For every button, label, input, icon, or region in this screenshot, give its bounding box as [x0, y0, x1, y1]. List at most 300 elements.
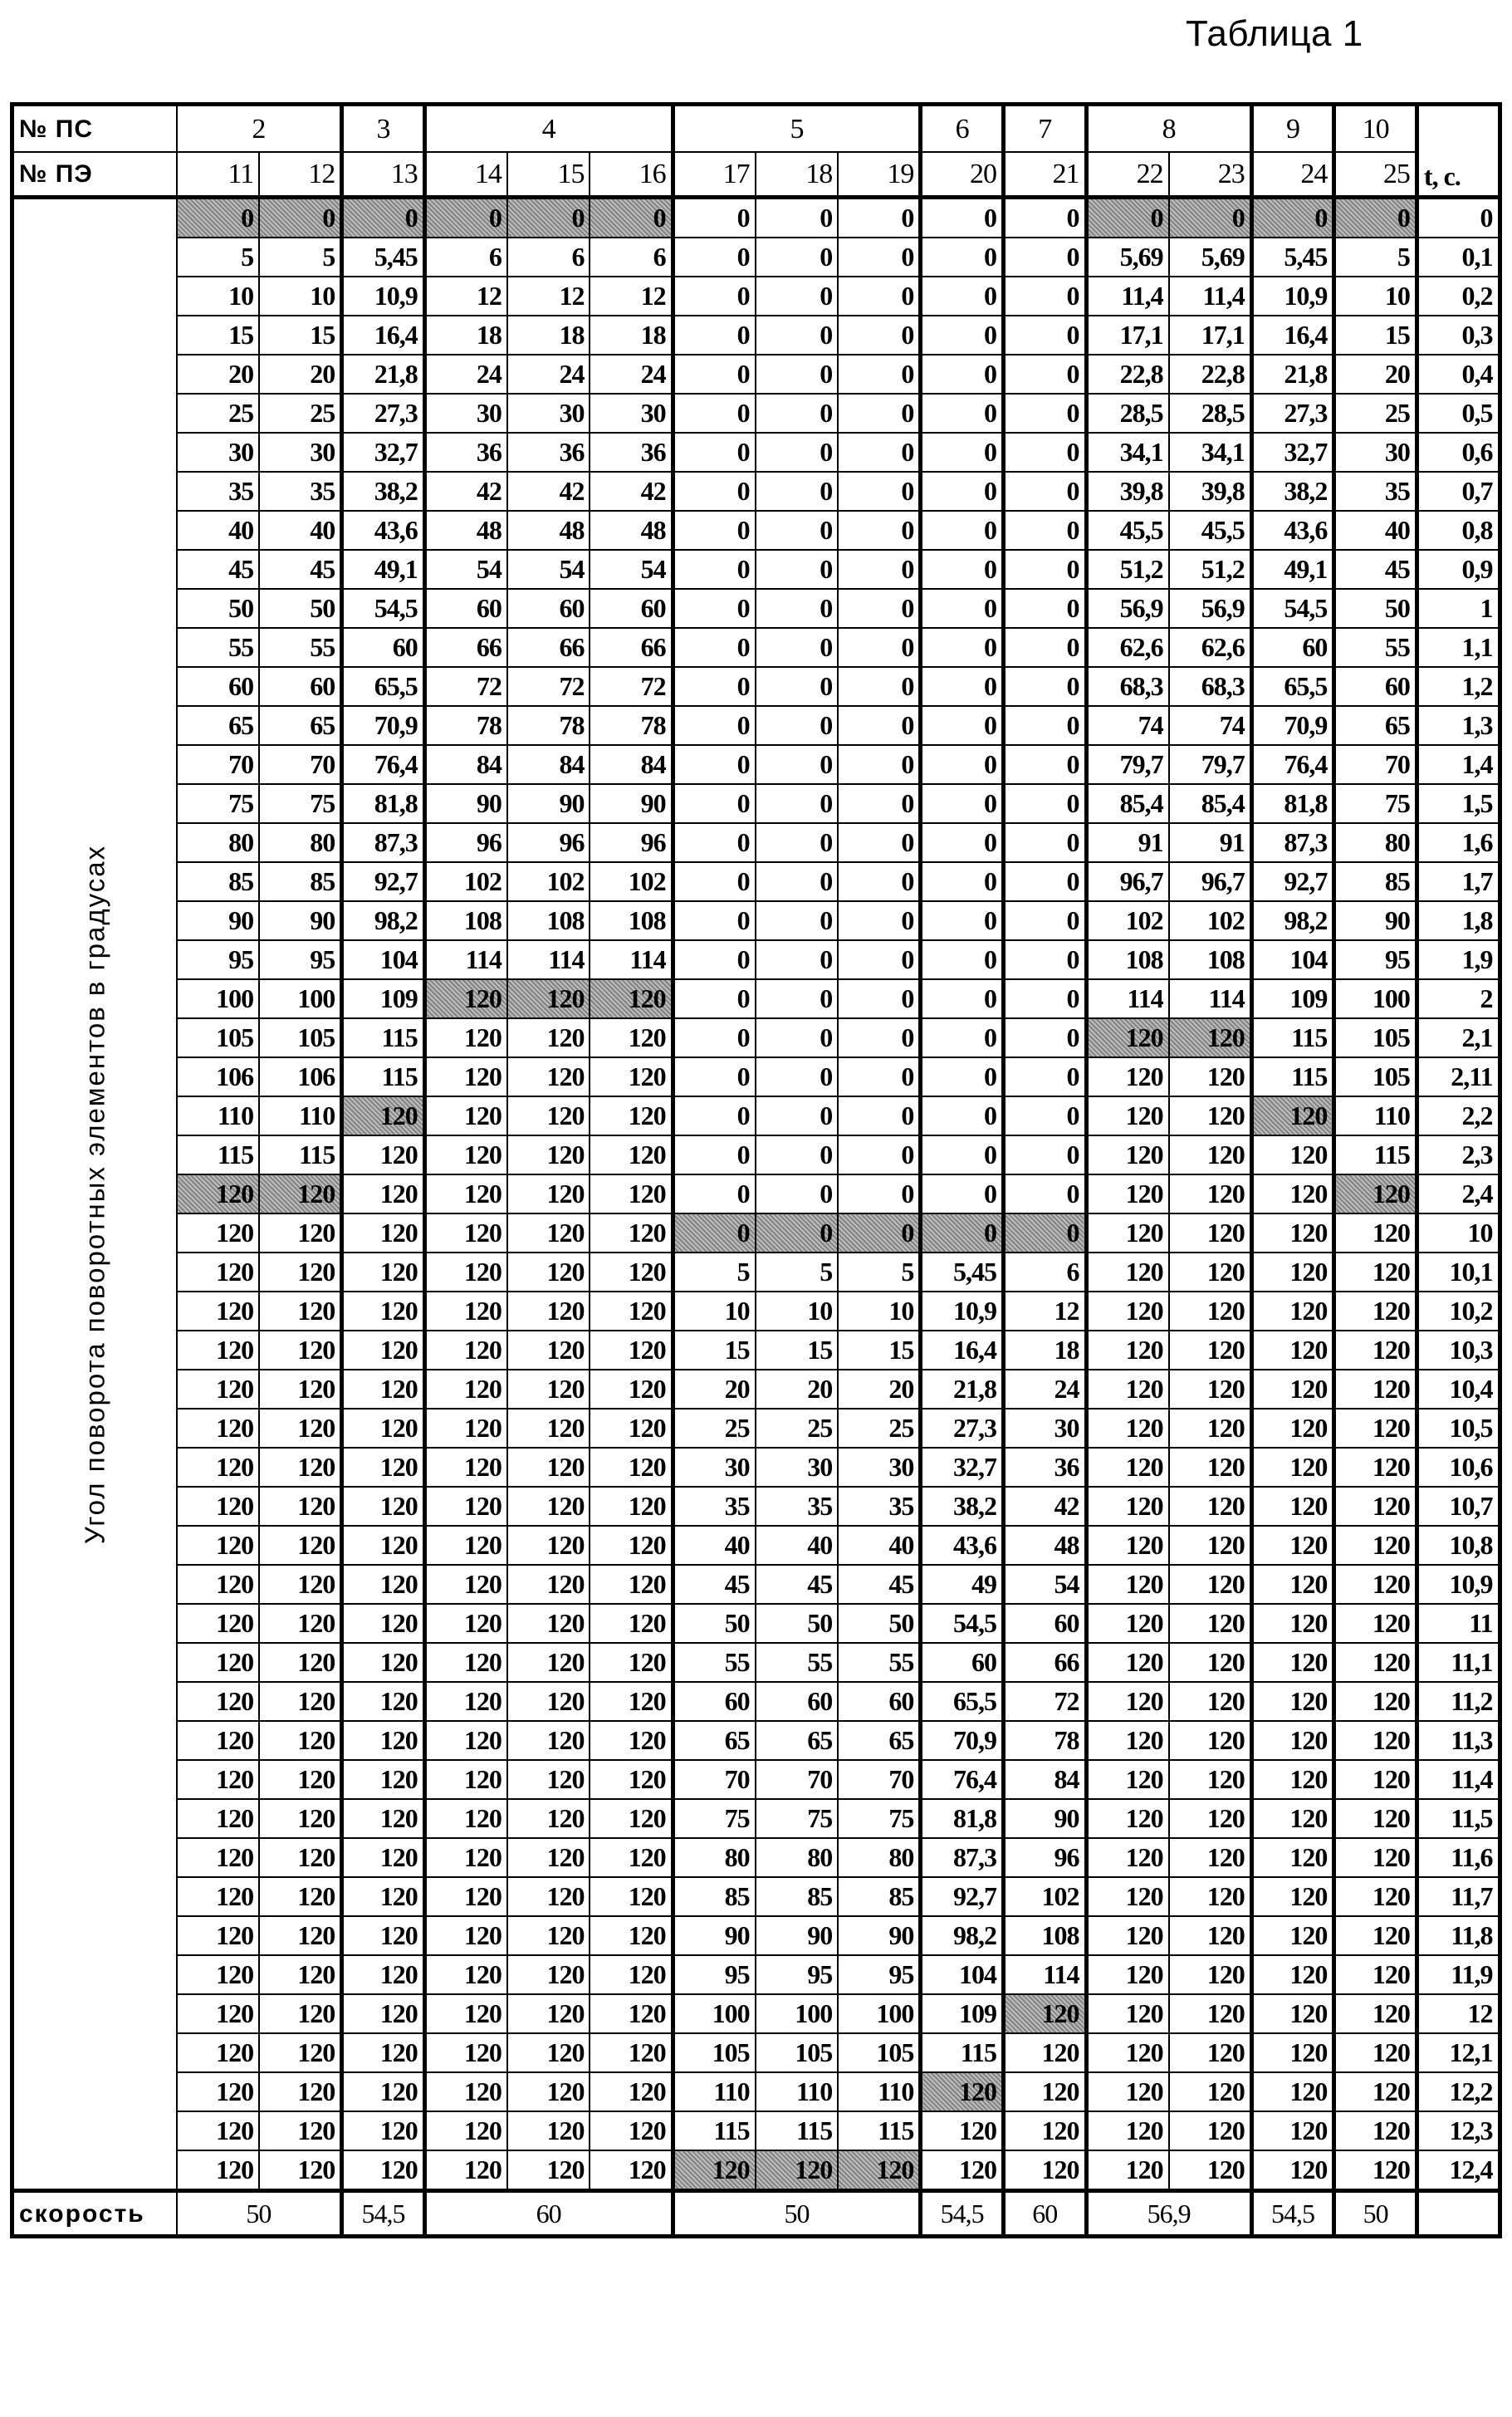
- angle-cell: 120: [1251, 2072, 1334, 2111]
- speed-value-cell: 54,5: [1251, 2191, 1334, 2237]
- angle-cell: 90: [177, 901, 260, 940]
- angle-cell: 120: [1086, 1994, 1169, 2033]
- angle-cell: 95: [177, 940, 260, 979]
- angle-cell: 120: [177, 1721, 260, 1760]
- angle-cell: 15: [838, 1331, 921, 1370]
- angle-cell: 0: [1003, 784, 1086, 823]
- angle-cell: 22,8: [1086, 355, 1169, 394]
- row-axis-label-cell: [12, 198, 177, 2191]
- angle-cell: 120: [342, 2111, 425, 2150]
- angle-cell: 45: [838, 1565, 921, 1604]
- table-title: Таблица 1: [1186, 12, 1363, 56]
- angle-cell: 0: [756, 745, 839, 784]
- angle-cell: 30: [1334, 433, 1417, 472]
- angle-cell: 120: [342, 1994, 425, 2033]
- table-row: [12, 1526, 1500, 1565]
- angle-cell: 20: [838, 1370, 921, 1409]
- time-cell: 0,6: [1417, 433, 1500, 472]
- angle-cell: 105: [259, 1018, 342, 1057]
- time-cell: 11,9: [1417, 1955, 1500, 1994]
- angle-cell: 120: [1169, 1253, 1252, 1292]
- angle-cell: 54,5: [921, 1604, 1004, 1643]
- angle-cell: 120: [507, 2111, 590, 2150]
- angle-cell: 120: [507, 1643, 590, 1682]
- angle-cell: 0: [673, 589, 756, 628]
- speed-empty-cell: [1417, 2191, 1500, 2237]
- time-cell: 1,3: [1417, 706, 1500, 745]
- angle-cell: 120: [177, 1526, 260, 1565]
- angle-cell: 120: [590, 1760, 673, 1799]
- angle-cell: 0: [1003, 667, 1086, 706]
- angle-cell: 0: [756, 628, 839, 667]
- table-row: [12, 355, 1500, 394]
- angle-cell: 18: [424, 316, 507, 355]
- angle-cell: 120: [1334, 1448, 1417, 1487]
- angle-cell: 120: [1334, 2033, 1417, 2072]
- angle-cell: 32,7: [921, 1448, 1004, 1487]
- angle-cell: 120: [424, 1877, 507, 1916]
- angle-cell: 120: [342, 1604, 425, 1643]
- angle-cell: 120: [1334, 1838, 1417, 1877]
- angle-cell: 105: [177, 1018, 260, 1057]
- angle-cell: 85,4: [1086, 784, 1169, 823]
- angle-cell: 120: [1003, 2111, 1086, 2150]
- angle-cell: 120: [1086, 1916, 1169, 1955]
- angle-cell: 0: [1003, 940, 1086, 979]
- angle-cell: 120: [1334, 1643, 1417, 1682]
- angle-cell: 45: [259, 550, 342, 589]
- angle-cell: 114: [507, 940, 590, 979]
- angle-cell: 60: [921, 1643, 1004, 1682]
- angle-cell: 120: [1169, 2033, 1252, 2072]
- angle-cell: 91: [1169, 823, 1252, 862]
- angle-cell: 0: [838, 1018, 921, 1057]
- angle-cell: 0: [838, 277, 921, 316]
- angle-cell: 120: [342, 1409, 425, 1448]
- angle-cell: 95: [838, 1955, 921, 1994]
- time-cell: 1,2: [1417, 667, 1500, 706]
- angle-table: [10, 102, 1502, 2238]
- angle-cell: 92,7: [1251, 862, 1334, 901]
- pe-number-cell: 20: [921, 152, 1004, 198]
- table-row: [12, 589, 1500, 628]
- angle-cell: 87,3: [921, 1838, 1004, 1877]
- angle-cell: 120: [507, 1838, 590, 1877]
- angle-cell: 120: [177, 1331, 260, 1370]
- pe-header-row: [12, 152, 1500, 198]
- angle-cell: 32,7: [1251, 433, 1334, 472]
- table-body: [12, 105, 1500, 2237]
- angle-cell: 15: [756, 1331, 839, 1370]
- angle-cell: 120: [1086, 1877, 1169, 1916]
- angle-cell: 0: [1003, 1018, 1086, 1057]
- angle-cell: 0: [838, 198, 921, 238]
- angle-cell: 120: [177, 1955, 260, 1994]
- angle-cell: 85: [177, 862, 260, 901]
- angle-cell: 114: [1086, 979, 1169, 1018]
- angle-cell: 84: [590, 745, 673, 784]
- table-row: [12, 667, 1500, 706]
- angle-cell: 120: [259, 1838, 342, 1877]
- angle-cell: 120: [1334, 1799, 1417, 1838]
- table-row: [12, 1604, 1500, 1643]
- angle-cell: 120: [177, 1448, 260, 1487]
- angle-cell: 120: [259, 1409, 342, 1448]
- angle-cell: 55: [756, 1643, 839, 1682]
- angle-cell: 0: [1003, 1057, 1086, 1096]
- angle-cell: 120: [507, 1994, 590, 2033]
- angle-cell: 0: [921, 394, 1004, 433]
- angle-cell: 120: [590, 1994, 673, 2033]
- angle-cell: 120: [921, 2150, 1004, 2191]
- pe-number-cell: 17: [673, 152, 756, 198]
- angle-cell: 120: [1169, 2072, 1252, 2111]
- angle-cell: 34,1: [1086, 433, 1169, 472]
- angle-cell: 12: [424, 277, 507, 316]
- angle-cell: 98,2: [1251, 901, 1334, 940]
- angle-cell: 110: [1334, 1096, 1417, 1135]
- angle-cell: 15: [177, 316, 260, 355]
- angle-cell: 120: [1086, 1331, 1169, 1370]
- angle-cell: 120: [1086, 1955, 1169, 1994]
- angle-cell: 65: [259, 706, 342, 745]
- angle-cell: 120: [424, 1955, 507, 1994]
- angle-cell: 120: [177, 2111, 260, 2150]
- angle-cell: 114: [1003, 1955, 1086, 1994]
- angle-cell: 120: [590, 1331, 673, 1370]
- table-row: [12, 1565, 1500, 1604]
- angle-cell: 120: [590, 1448, 673, 1487]
- angle-cell: 0: [1003, 472, 1086, 511]
- angle-cell: 5,45: [921, 1253, 1004, 1292]
- table-row: [12, 2111, 1500, 2150]
- angle-cell: 120: [507, 1135, 590, 1174]
- angle-cell: 120: [507, 1057, 590, 1096]
- angle-cell: 75: [756, 1799, 839, 1838]
- angle-cell: 120: [424, 1565, 507, 1604]
- pe-number-cell: 18: [756, 152, 839, 198]
- angle-cell: 120: [1169, 1760, 1252, 1799]
- angle-cell: 120: [259, 1955, 342, 1994]
- angle-cell: 120: [1086, 2033, 1169, 2072]
- angle-cell: 120: [1251, 1526, 1334, 1565]
- angle-cell: 120: [342, 1526, 425, 1565]
- angle-cell: 110: [259, 1096, 342, 1135]
- angle-cell: 120: [1086, 1838, 1169, 1877]
- angle-cell: 120: [1169, 2150, 1252, 2191]
- angle-cell: 108: [424, 901, 507, 940]
- angle-cell: 90: [259, 901, 342, 940]
- angle-cell: 0: [921, 979, 1004, 1018]
- angle-cell: 105: [1334, 1057, 1417, 1096]
- angle-cell: 38,2: [1251, 472, 1334, 511]
- angle-cell: 0: [756, 433, 839, 472]
- angle-cell: 120: [590, 1643, 673, 1682]
- angle-cell: 115: [838, 2111, 921, 2150]
- angle-cell: 120: [590, 1565, 673, 1604]
- angle-cell: 0: [673, 1057, 756, 1096]
- angle-cell: 120: [424, 1721, 507, 1760]
- table-row: [12, 511, 1500, 550]
- angle-cell: 120: [177, 1487, 260, 1526]
- angle-cell: 50: [177, 589, 260, 628]
- angle-cell: 115: [1251, 1018, 1334, 1057]
- angle-cell: 120: [424, 1994, 507, 2033]
- table-row: [12, 901, 1500, 940]
- angle-cell: 120: [1334, 1292, 1417, 1331]
- angle-cell: 56,9: [1086, 589, 1169, 628]
- table-row: [12, 2150, 1500, 2191]
- angle-cell: 0: [756, 550, 839, 589]
- angle-cell: 120: [507, 1331, 590, 1370]
- angle-cell: 120: [424, 2150, 507, 2191]
- angle-cell: 5: [673, 1253, 756, 1292]
- pe-number-cell: 13: [342, 152, 425, 198]
- angle-cell: 120: [1169, 1370, 1252, 1409]
- angle-cell: 120: [590, 1877, 673, 1916]
- angle-cell: 85: [673, 1877, 756, 1916]
- angle-cell: 27,3: [342, 394, 425, 433]
- angle-cell: 120: [424, 1018, 507, 1057]
- angle-cell: 72: [507, 667, 590, 706]
- angle-cell: 120: [342, 1565, 425, 1604]
- angle-cell: 120: [507, 2072, 590, 2111]
- angle-cell: 120: [1251, 1721, 1334, 1760]
- pe-number-cell: 21: [1003, 152, 1086, 198]
- angle-cell: 120: [1251, 1955, 1334, 1994]
- angle-cell: 105: [756, 2033, 839, 2072]
- angle-cell: 120: [590, 1526, 673, 1565]
- highlighted-cell: 120: [590, 979, 673, 1018]
- angle-cell: 84: [424, 745, 507, 784]
- angle-cell: 120: [177, 1682, 260, 1721]
- angle-cell: 120: [590, 1604, 673, 1643]
- angle-cell: 80: [838, 1838, 921, 1877]
- angle-cell: 0: [921, 706, 1004, 745]
- angle-cell: 120: [342, 1292, 425, 1331]
- angle-cell: 0: [838, 1174, 921, 1213]
- angle-cell: 120: [177, 2150, 260, 2191]
- angle-cell: 120: [177, 1760, 260, 1799]
- angle-cell: 54: [424, 550, 507, 589]
- angle-cell: 120: [1169, 1526, 1252, 1565]
- pe-number-cell: 14: [424, 152, 507, 198]
- angle-cell: 120: [1334, 1955, 1417, 1994]
- angle-cell: 0: [838, 745, 921, 784]
- angle-cell: 120: [177, 1799, 260, 1838]
- angle-cell: 40: [259, 511, 342, 550]
- angle-cell: 20: [1334, 355, 1417, 394]
- angle-cell: 120: [342, 1877, 425, 1916]
- time-cell: 1: [1417, 589, 1500, 628]
- angle-cell: 0: [673, 667, 756, 706]
- table-row: [12, 433, 1500, 472]
- angle-cell: 70: [1334, 745, 1417, 784]
- angle-cell: 96,7: [1086, 862, 1169, 901]
- angle-cell: 0: [673, 823, 756, 862]
- angle-cell: 0: [921, 1174, 1004, 1213]
- highlighted-cell: 120: [342, 1096, 425, 1135]
- angle-cell: 120: [590, 1213, 673, 1253]
- angle-cell: 76,4: [342, 745, 425, 784]
- angle-cell: 120: [1334, 1877, 1417, 1916]
- angle-cell: 92,7: [921, 1877, 1004, 1916]
- angle-cell: 120: [259, 1877, 342, 1916]
- time-cell: 0,8: [1417, 511, 1500, 550]
- angle-cell: 120: [1169, 1135, 1252, 1174]
- pe-number-cell: 24: [1251, 152, 1334, 198]
- angle-cell: 65: [673, 1721, 756, 1760]
- table-row: [12, 979, 1500, 1018]
- angle-cell: 120: [1251, 1565, 1334, 1604]
- angle-cell: 0: [673, 1018, 756, 1057]
- table-row: [12, 472, 1500, 511]
- angle-cell: 120: [1251, 1331, 1334, 1370]
- angle-cell: 60: [838, 1682, 921, 1721]
- angle-cell: 120: [1334, 1916, 1417, 1955]
- angle-cell: 104: [921, 1955, 1004, 1994]
- angle-cell: 120: [177, 2072, 260, 2111]
- angle-cell: 85: [838, 1877, 921, 1916]
- speed-value-cell: 50: [1334, 2191, 1417, 2237]
- angle-cell: 109: [1251, 979, 1334, 1018]
- angle-cell: 120: [1251, 1370, 1334, 1409]
- angle-cell: 16,4: [921, 1331, 1004, 1370]
- angle-cell: 35: [259, 472, 342, 511]
- angle-cell: 30: [424, 394, 507, 433]
- angle-cell: 80: [756, 1838, 839, 1877]
- angle-cell: 120: [424, 1213, 507, 1253]
- angle-cell: 120: [507, 1799, 590, 1838]
- angle-cell: 45: [177, 550, 260, 589]
- angle-cell: 56,9: [1169, 589, 1252, 628]
- angle-cell: 90: [673, 1916, 756, 1955]
- ps-group-cell: 8: [1086, 105, 1251, 153]
- angle-cell: 60: [1334, 667, 1417, 706]
- speed-value-cell: 50: [673, 2191, 921, 2237]
- highlighted-cell: 0: [838, 1213, 921, 1253]
- angle-cell: 120: [590, 1838, 673, 1877]
- angle-cell: 120: [507, 1604, 590, 1643]
- angle-cell: 120: [1086, 1448, 1169, 1487]
- angle-cell: 70,9: [342, 706, 425, 745]
- angle-cell: 30: [838, 1448, 921, 1487]
- angle-cell: 120: [590, 2150, 673, 2191]
- angle-cell: 120: [1334, 1213, 1417, 1253]
- angle-cell: 120: [1086, 1760, 1169, 1799]
- angle-cell: 120: [1334, 1994, 1417, 2033]
- angle-cell: 70: [177, 745, 260, 784]
- angle-cell: 0: [921, 589, 1004, 628]
- table-row: [12, 1799, 1500, 1838]
- time-cell: 10,6: [1417, 1448, 1500, 1487]
- angle-cell: 120: [1169, 1331, 1252, 1370]
- ps-group-cell: 7: [1003, 105, 1086, 153]
- angle-cell: 81,8: [921, 1799, 1004, 1838]
- angle-cell: 0: [673, 198, 756, 238]
- angle-cell: 0: [921, 198, 1004, 238]
- time-cell: 0,5: [1417, 394, 1500, 433]
- angle-cell: 28,5: [1086, 394, 1169, 433]
- table-row: [12, 1135, 1500, 1174]
- angle-cell: 120: [507, 1682, 590, 1721]
- highlighted-cell: 0: [673, 1213, 756, 1253]
- pe-number-cell: 15: [507, 152, 590, 198]
- angle-cell: 120: [342, 1721, 425, 1760]
- angle-cell: 28,5: [1169, 394, 1252, 433]
- angle-cell: 0: [838, 1096, 921, 1135]
- ps-group-cell: 10: [1334, 105, 1417, 153]
- angle-cell: 102: [1003, 1877, 1086, 1916]
- angle-cell: 55: [177, 628, 260, 667]
- angle-cell: 120: [342, 2150, 425, 2191]
- angle-cell: 39,8: [1086, 472, 1169, 511]
- angle-cell: 0: [838, 238, 921, 277]
- angle-cell: 40: [756, 1526, 839, 1565]
- angle-cell: 48: [590, 511, 673, 550]
- angle-cell: 0: [838, 511, 921, 550]
- angle-cell: 115: [673, 2111, 756, 2150]
- table-row: [12, 1760, 1500, 1799]
- angle-cell: 120: [1251, 1253, 1334, 1292]
- angle-cell: 120: [259, 1292, 342, 1331]
- angle-cell: 120: [1251, 1135, 1334, 1174]
- pe-number-cell: 22: [1086, 152, 1169, 198]
- angle-cell: 30: [177, 433, 260, 472]
- pe-number-cell: 11: [177, 152, 260, 198]
- angle-cell: 120: [1169, 1838, 1252, 1877]
- angle-cell: 120: [1086, 1565, 1169, 1604]
- angle-cell: 120: [259, 1799, 342, 1838]
- table-row: [12, 628, 1500, 667]
- angle-cell: 120: [507, 1955, 590, 1994]
- speed-value-cell: 54,5: [342, 2191, 425, 2237]
- time-cell: 12,2: [1417, 2072, 1500, 2111]
- angle-cell: 85: [1334, 862, 1417, 901]
- angle-cell: 120: [1086, 1409, 1169, 1448]
- angle-cell: 120: [342, 1955, 425, 1994]
- angle-cell: 5: [259, 238, 342, 277]
- angle-cell: 20: [673, 1370, 756, 1409]
- angle-cell: 70,9: [921, 1721, 1004, 1760]
- ps-group-cell: 5: [673, 105, 921, 153]
- angle-cell: 120: [342, 1760, 425, 1799]
- angle-cell: 120: [1086, 1174, 1169, 1213]
- speed-row: [12, 2191, 1500, 2237]
- time-cell: 10,3: [1417, 1331, 1500, 1370]
- angle-cell: 0: [756, 823, 839, 862]
- angle-cell: 54,5: [1251, 589, 1334, 628]
- angle-cell: 5: [177, 238, 260, 277]
- angle-cell: 21,8: [342, 355, 425, 394]
- angle-cell: 108: [1086, 940, 1169, 979]
- angle-cell: 90: [1003, 1799, 1086, 1838]
- pe-number-cell: 19: [838, 152, 921, 198]
- angle-cell: 120: [507, 1018, 590, 1057]
- angle-cell: 120: [507, 1174, 590, 1213]
- angle-cell: 120: [1251, 1838, 1334, 1877]
- angle-cell: 0: [673, 433, 756, 472]
- ps-header-row: [12, 105, 1500, 153]
- angle-cell: 10: [838, 1292, 921, 1331]
- angle-cell: 120: [424, 1643, 507, 1682]
- angle-cell: 0: [756, 784, 839, 823]
- angle-cell: 110: [838, 2072, 921, 2111]
- angle-cell: 45: [1334, 550, 1417, 589]
- angle-cell: 85: [259, 862, 342, 901]
- angle-cell: 120: [1334, 1565, 1417, 1604]
- angle-cell: 120: [342, 1448, 425, 1487]
